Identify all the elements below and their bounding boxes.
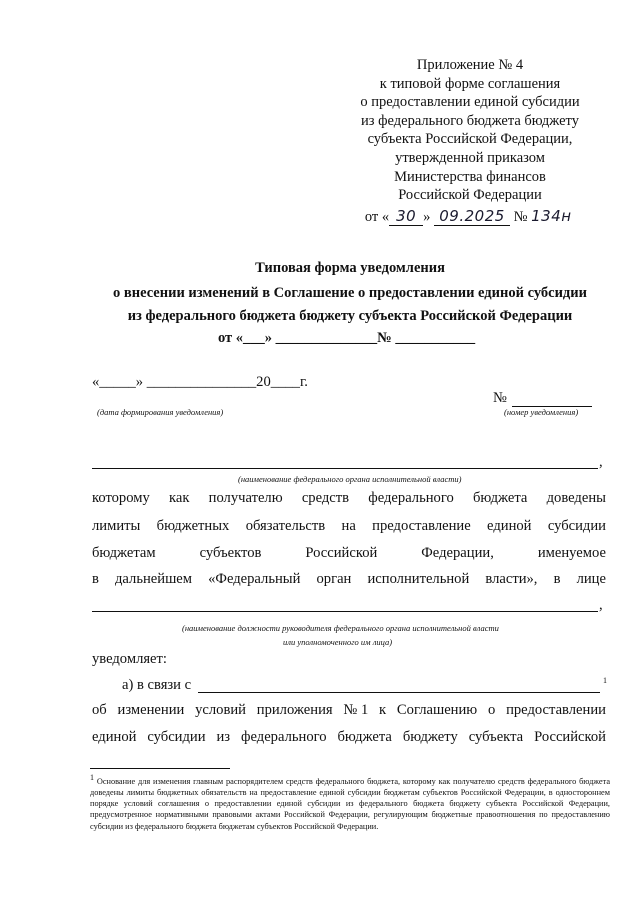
word: на [341, 518, 356, 534]
order-number-label: № [513, 208, 528, 225]
word: федерального [368, 490, 454, 506]
body-line-3 [92, 545, 606, 562]
appendix-line: из федерального бюджета бюджету [361, 112, 579, 129]
word: субсидии [147, 729, 206, 745]
notifies-label: уведомляет: [92, 651, 167, 667]
body-line-4 [92, 571, 606, 588]
word: доведены [546, 490, 606, 506]
order-number-value: 134н [531, 206, 572, 225]
authority-caption: (наименование федерального органа исполнительной власти) [238, 474, 462, 484]
order-date-prefix: от « [364, 208, 390, 225]
authority-comma: , [599, 454, 603, 470]
word: власти», [485, 571, 538, 587]
form-title-line-3: из федерального бюджета бюджету субъекта Российской Федерации [127, 308, 573, 324]
head-position-caption-1: (наименование должности руководителя федерального органа исполнительной власти [182, 623, 499, 633]
word: лимиты [92, 518, 141, 534]
word: единой [92, 729, 137, 745]
order-date-day: 30 [389, 207, 423, 227]
word: единой [487, 518, 532, 534]
head-position-line [92, 611, 598, 612]
item-a-reason-line [198, 692, 600, 693]
word: к [379, 702, 387, 718]
word: Федерации, [421, 545, 494, 561]
word: предоставление [372, 518, 471, 534]
footnote-separator [90, 768, 230, 769]
word: получателю [208, 490, 283, 506]
word: бюджетам [92, 545, 156, 561]
head-position-caption-2: или уполномоченного им лица) [283, 637, 393, 647]
appendix-line: о предоставлении единой субсидии [360, 94, 580, 111]
word: бюджету [402, 729, 458, 745]
word: орган [316, 571, 352, 587]
appendix-line: к типовой форме соглашения [379, 75, 561, 92]
body-line-2 [92, 518, 606, 535]
footnote-text: Основание для изменения главным распорядителем средств федерального бюджета, которому как получателю средств федерального бюджета доведены лимиты бюджетных обязательств на предоставление единой субсидии бюджетам субъектов Российской Федерации, в одностороннем порядке условий соглашения о предоставлении единой субсидии из федерального бюджета бюджету субъекта Российской Федерации, предусмотренное нормативными правовыми актами Российской Федерации, регулирующим бюджетные правоотношения по предоставлению субсидии из федерального бюджета бюджетам субъектов Российской Федерации. [90, 776, 611, 831]
form-title-line-1: Типовая форма уведомления [255, 260, 445, 276]
footnote-marker: 1 [90, 773, 94, 782]
word: средств [301, 490, 350, 506]
form-title-line-4: от «___» ______________№ ___________ [218, 330, 476, 346]
appendix-header [300, 56, 640, 226]
word: бюджета [472, 490, 528, 506]
word: Российской [534, 729, 606, 745]
order-date-line [300, 207, 640, 227]
appendix-line: утвержденной приказом [395, 149, 545, 166]
word: предоставлении [506, 702, 606, 718]
word: условий [195, 702, 246, 718]
item-a-label: а) в связи с [122, 677, 192, 693]
word: как [169, 490, 190, 506]
item-a-footnote-ref: 1 [603, 676, 607, 685]
notification-date-field: «_____» _______________20____г. [92, 374, 308, 390]
word: обязательств [245, 518, 326, 534]
notification-date-caption: (дата формирования уведомления) [97, 407, 224, 417]
body-line-5 [92, 702, 606, 719]
word: субъекта [468, 729, 524, 745]
word: № 1 [343, 702, 369, 718]
word: изменении [117, 702, 185, 718]
appendix-line: Приложение № 4 [416, 57, 524, 73]
word: о [487, 702, 496, 718]
word: Соглашению [396, 702, 478, 718]
body-line-6 [92, 729, 606, 746]
word: бюджетных [156, 518, 230, 534]
word: из [216, 729, 231, 745]
footnote [90, 772, 610, 832]
word: субсидии [547, 518, 606, 534]
appendix-line: субъекта Российской Федерации, [367, 131, 573, 148]
word: именуемое [537, 545, 606, 561]
body-line-1 [92, 490, 606, 507]
word: субъектов [199, 545, 262, 561]
order-date-mid: » [423, 208, 431, 225]
appendix-line: Российской Федерации [398, 187, 542, 204]
order-date-month-year: 09.2025 [434, 207, 510, 227]
word: дальнейшем [115, 571, 193, 587]
notification-number-caption: (номер уведомления) [504, 407, 579, 417]
word: которому [92, 490, 150, 506]
word: приложения [256, 702, 333, 718]
word: об [92, 702, 107, 718]
word: лице [576, 571, 606, 587]
form-title-line-2: о внесении изменений в Соглашение о предоставлении единой субсидии [113, 285, 587, 301]
authority-name-line [92, 468, 598, 469]
word: «Федеральный [208, 571, 301, 587]
appendix-line: Министерства финансов [394, 168, 546, 185]
notification-number-label: № [493, 390, 507, 406]
word: Российской [305, 545, 378, 561]
head-position-comma: , [599, 597, 603, 613]
word: в [92, 571, 99, 587]
word: бюджета [337, 729, 392, 745]
word: исполнительной [367, 571, 470, 587]
word: федерального [241, 729, 327, 745]
word: в [553, 571, 561, 587]
